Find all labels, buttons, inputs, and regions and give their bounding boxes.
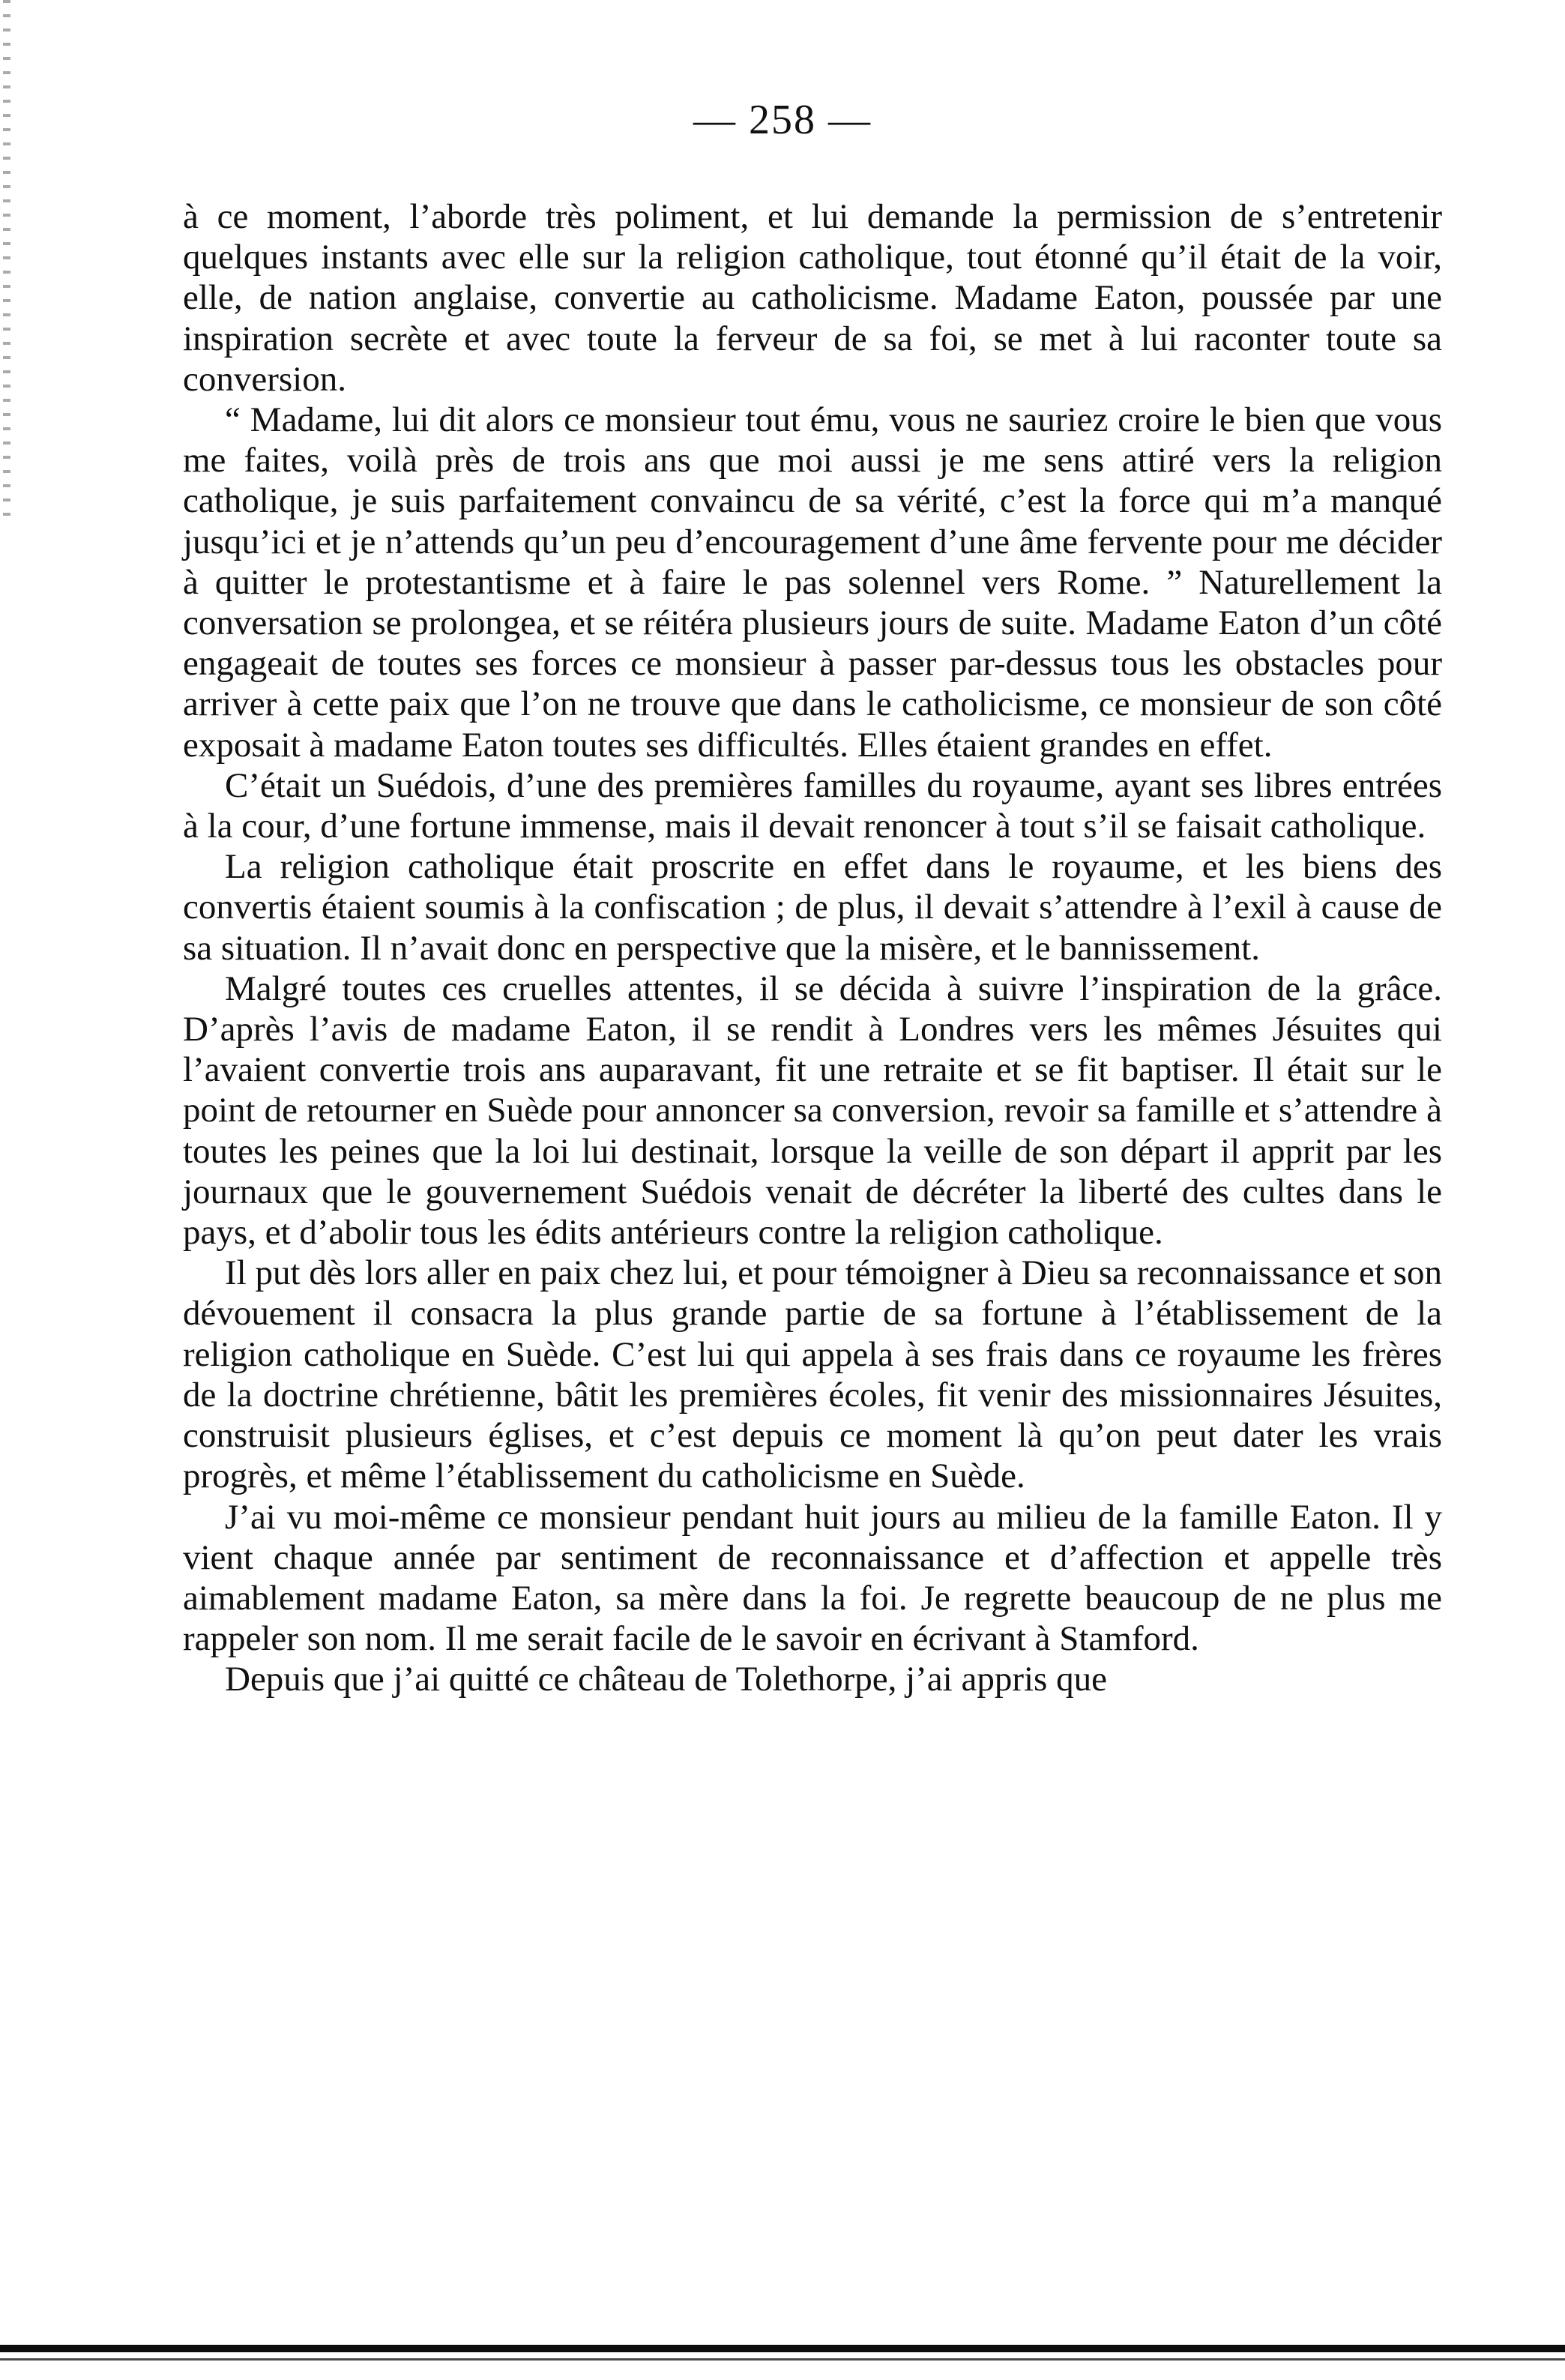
paragraph-4: La religion catholique était proscrite en effet dans le royaume, et les biens des convertis étaient soumis à la confiscation ; de plus, il devait s’attendre à l’exil à cause de sa situation. Il n’avait donc en perspective que la misère, et le bannissement. <box>183 847 1442 968</box>
bottom-border-rule <box>0 2345 1565 2352</box>
paragraph-8: Depuis que j’ai quitté ce château de Tolethorpe, j’ai appris que <box>225 1660 1107 1699</box>
page-number: — 258 — <box>693 97 872 143</box>
paragraph-6: Il put dès lors aller en paix chez lui, et pour témoigner à Dieu sa reconnaissance et son dévouement il consacra la plus grande partie de sa fortune à l’établissement de la religion catholique en Suède. C’est lui qui appela à ses frais dans ce royaume les frères de la doctrine chrétienne, bâtit les premières écoles, fit venir des missionnaires Jésuites, construisit plusieurs églises, et c’est depuis ce moment là qu’on peut dater les vrais progrès, et même l’établissement du catholicisme en Suède. <box>183 1253 1442 1496</box>
paragraph-5: Malgré toutes ces cruelles attentes, il se décida à suivre l’inspiration de la grâce. D’après l’avis de madame Eaton, il se rendit à Londres vers les mêmes Jésuites qui l’avaient convertie trois ans auparavant, fit une retraite et se fit baptiser. Il était sur le point de retourner en Suède pour annoncer sa conversion, revoir sa famille et s’attendre à toutes les peines que la loi lui destinait, lorsque la veille de son départ il apprit par les journaux que le gouvernement Suédois venait de décréter la liberté des cultes dans le pays, et d’abolir tous les édits antérieurs contre la religion catholique. <box>183 968 1442 1253</box>
paragraph-7: J’ai vu moi-même ce monsieur pendant huit jours au milieu de la famille Eaton. Il y vient chaque année par sentiment de reconnaissance et d’affection et appelle très aimablement madame Eaton, sa mère dans la foi. Je regrette beaucoup de ne plus me rappeler son nom. Il me serait facile de le savoir en écrivant à Stamford. <box>183 1497 1442 1659</box>
paragraph-2: “ Madame, lui dit alors ce monsieur tout ému, vous ne sauriez croire le bien que vous me faites, voilà près de trois ans que moi aussi je me sens attiré vers la religion catholique, je suis parfaitement convaincu de sa vérité, c’est la force qui m’a manqué jusqu’ici et je n’attends qu’un peu d’encouragement d’une âme fervente pour me décider à quitter le protestantisme et à faire le pas solennel vers Rome. ” Naturellement la conversation se prolongea, et se réitéra plusieurs jours de suite. Madame Eaton d’un côté engageait de toutes ses forces ce monsieur à passer par-dessus tous les obstacles pour arriver à cette paix que l’on ne trouve que dans le catholicisme, ce monsieur de son côté exposait à madame Eaton toutes ses difficultés. Elles étaient grandes en effet. <box>183 400 1442 765</box>
bottom-border-thin-rule <box>0 2358 1565 2361</box>
paragraph-1: à ce moment, l’aborde très poliment, et lui demande la permission de s’entretenir quelques instants avec elle sur la religion catholique, tout étonné qu’il était de la voir, elle, de nation anglaise, convertie au catholicisme. Madame Eaton, poussée par une inspiration secrète et avec toute la ferveur de sa foi, se met à lui raconter toute sa conversion. <box>183 197 1442 399</box>
page-text <box>183 196 1442 1700</box>
scanned-page-edge <box>3 0 10 525</box>
paragraph-3: C’était un Suédois, d’une des premières familles du royaume, ayant ses libres entrées à la cour, d’une fortune immense, mais il devait renoncer à tout s’il se faisait catholique. <box>183 765 1442 846</box>
